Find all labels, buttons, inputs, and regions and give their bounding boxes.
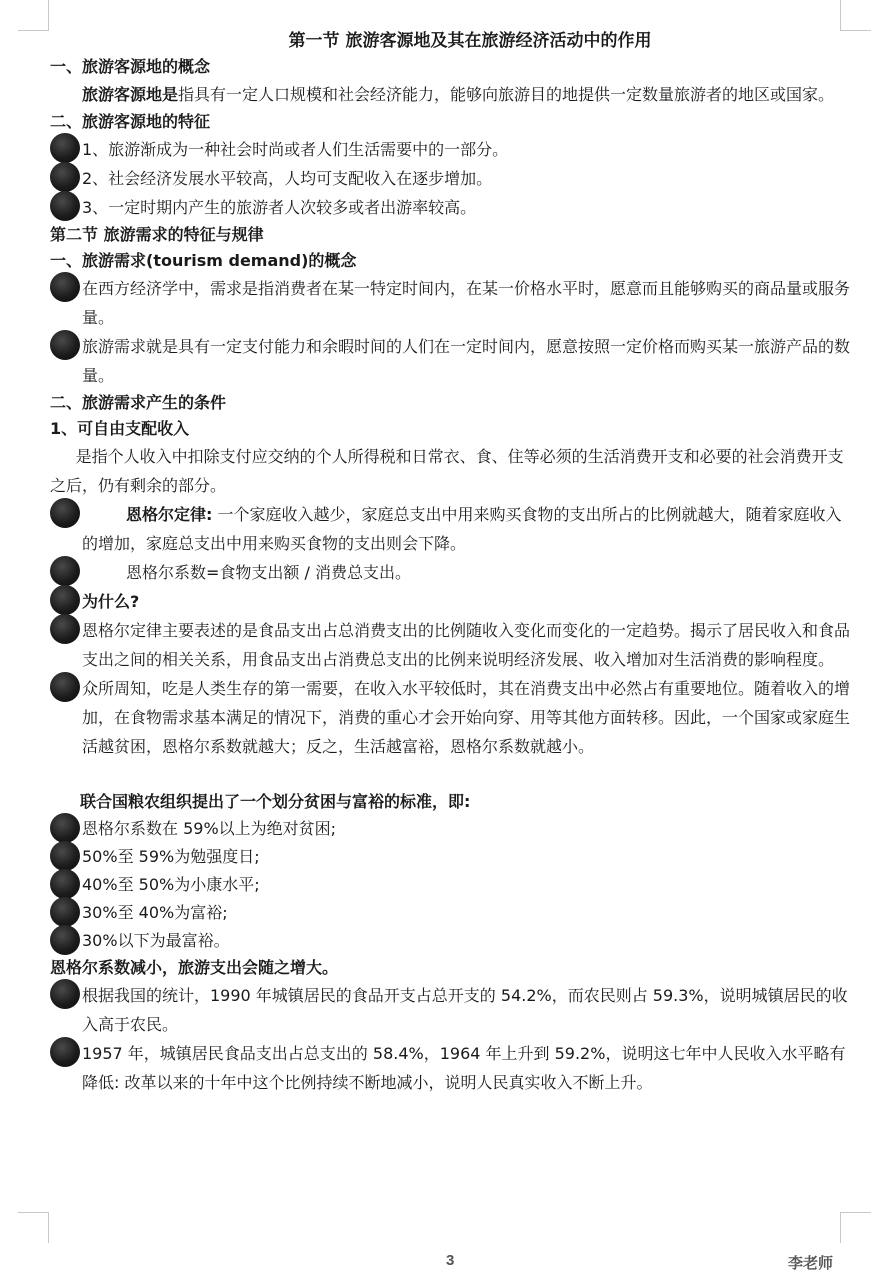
term: 旅游客源地是 <box>82 85 179 104</box>
list-item-text: 1957 年，城镇居民食品支出占总支出的 58.4%，1964 年上升到 59.2%，说明这七年中人民收入水平略有降低: 改革以来的十年中这个比例持续不断地减小，说明人民真实收入不断上升。 <box>82 1044 846 1092</box>
list-item <box>50 981 850 1039</box>
list-item <box>50 616 850 674</box>
list-item-text: 1、旅游渐成为一种社会时尚或者人们生活需要中的一部分。 <box>82 140 509 159</box>
section-heading: 二、旅游客源地的特征 <box>50 112 211 131</box>
crop-mark-bottom-right <box>840 1212 871 1243</box>
list-item <box>50 274 850 332</box>
bullet-icon <box>50 191 80 221</box>
list-item <box>50 815 850 843</box>
crop-mark-bottom-left <box>18 1212 49 1243</box>
bullet-icon <box>50 979 80 1009</box>
crop-mark-top-right <box>840 0 871 31</box>
list-item-text: 3、一定时期内产生的旅游者人次较多或者出游率较高。 <box>82 198 477 217</box>
engel-law-text: 一个家庭收入越少，家庭总支出中用来购买食物的支出所占的比例就越大，随着家庭收入的增加，家庭总支出中用来购买食物的支出则会下降。 <box>82 505 842 553</box>
list-item-text: 30%至 40%为富裕; <box>82 903 228 922</box>
chapter-title: 第一节 旅游客源地及其在旅游经济活动中的作用 <box>288 31 652 51</box>
formula-text: 恩格尔系数=食物支出额 / 消费总支出。 <box>126 563 411 582</box>
bullet-icon <box>50 585 80 615</box>
term: 恩格尔定律: <box>126 505 213 524</box>
list-item <box>50 332 850 390</box>
list-item-text: 众所周知，吃是人类生存的第一需要，在收入水平较低时，其在消费支出中必然占有重要地位。随着收入的增加，在食物需求基本满足的情况下，消费的重心才会开始向穿、用等其他方面转移。因此，一个国家或家庭生活越贫困，恩格尔系数就越大；反之，生活越富裕，恩格尔系数就越小。 <box>82 679 851 756</box>
standard-heading: 联合国粮农组织提出了一个划分贫困与富裕的标准，即: <box>80 792 471 811</box>
bullet-icon <box>50 498 80 528</box>
bullet-icon <box>50 133 80 163</box>
section-heading: 二、旅游需求产生的条件 <box>50 393 227 412</box>
list-item-text: 恩格尔定律主要表述的是食品支出占总消费支出的比例随收入变化而变化的一定趋势。揭示了居民收入和食品支出之间的相关关系，用食品支出占消费总支出的比例来说明经济发展、收入增加对生活消费的影响程度。 <box>82 621 851 669</box>
question-text: 为什么? <box>82 592 140 611</box>
bullet-icon <box>50 162 80 192</box>
list-item-text: 根据我国的统计，1990 年城镇居民的食品开支占总开支的 54.2%，而农民则占 59.3%，说明城镇居民的收入高于农民。 <box>82 986 848 1034</box>
list-item <box>50 193 850 222</box>
list-item <box>50 135 850 164</box>
list-item-text: 40%至 50%为小康水平; <box>82 875 260 894</box>
bullet-icon <box>50 556 80 586</box>
section-heading: 一、旅游需求(tourism demand)的概念 <box>50 251 357 270</box>
page-content <box>50 28 850 1097</box>
crop-mark-top-left <box>18 0 49 31</box>
list-item <box>50 899 850 927</box>
list-item-text: 旅游需求就是具有一定支付能力和余暇时间的人们在一定时间内，愿意按照一定价格而购买某一旅游产品的数量。 <box>82 337 851 385</box>
conclusion-heading: 恩格尔系数减小，旅游支出会随之增大。 <box>50 958 339 977</box>
bullet-icon <box>50 869 80 899</box>
bullet-icon <box>50 1037 80 1067</box>
list-item <box>50 843 850 871</box>
list-item <box>50 587 850 616</box>
author-label: 李老师 <box>788 1254 834 1272</box>
bullet-icon <box>50 925 80 955</box>
bullet-icon <box>50 897 80 927</box>
section-title: 第二节 旅游需求的特征与规律 <box>50 225 264 244</box>
page-number: 3 <box>446 1252 455 1269</box>
definition-text: 指具有一定人口规模和社会经济能力，能够向旅游目的地提供一定数量旅游者的地区或国家。 <box>178 85 835 104</box>
bullet-icon <box>50 813 80 843</box>
section-heading: 一、旅游客源地的概念 <box>50 57 211 76</box>
list-item-text: 恩格尔系数在 59%以上为绝对贫困; <box>82 819 337 838</box>
bullet-icon <box>50 841 80 871</box>
bullet-icon <box>50 272 80 302</box>
bullet-icon <box>50 672 80 702</box>
list-item-text: 在西方经济学中，需求是指消费者在某一特定时间内，在某一价格水平时，愿意而且能够购买的商品量或服务量。 <box>82 279 851 327</box>
list-item-text: 2、社会经济发展水平较高，人均可支配收入在逐步增加。 <box>82 169 493 188</box>
list-item-text: 50%至 59%为勉强度日; <box>82 847 260 866</box>
bullet-icon <box>50 330 80 360</box>
paragraph: 是指个人收入中扣除支付应交纳的个人所得税和日常衣、食、住等必须的生活消费开支和必要的社会消费开支之后，仍有剩余的部分。 <box>50 447 844 495</box>
list-item <box>50 927 850 955</box>
list-item <box>50 500 850 558</box>
list-item-text: 30%以下为最富裕。 <box>82 931 230 950</box>
list-item <box>50 558 850 587</box>
subsection-heading: 1、可自由支配收入 <box>50 419 190 438</box>
bullet-icon <box>50 614 80 644</box>
list-item <box>50 674 850 761</box>
list-item <box>50 164 850 193</box>
definition-paragraph <box>50 80 850 109</box>
list-item <box>50 871 850 899</box>
list-item <box>50 1039 850 1097</box>
